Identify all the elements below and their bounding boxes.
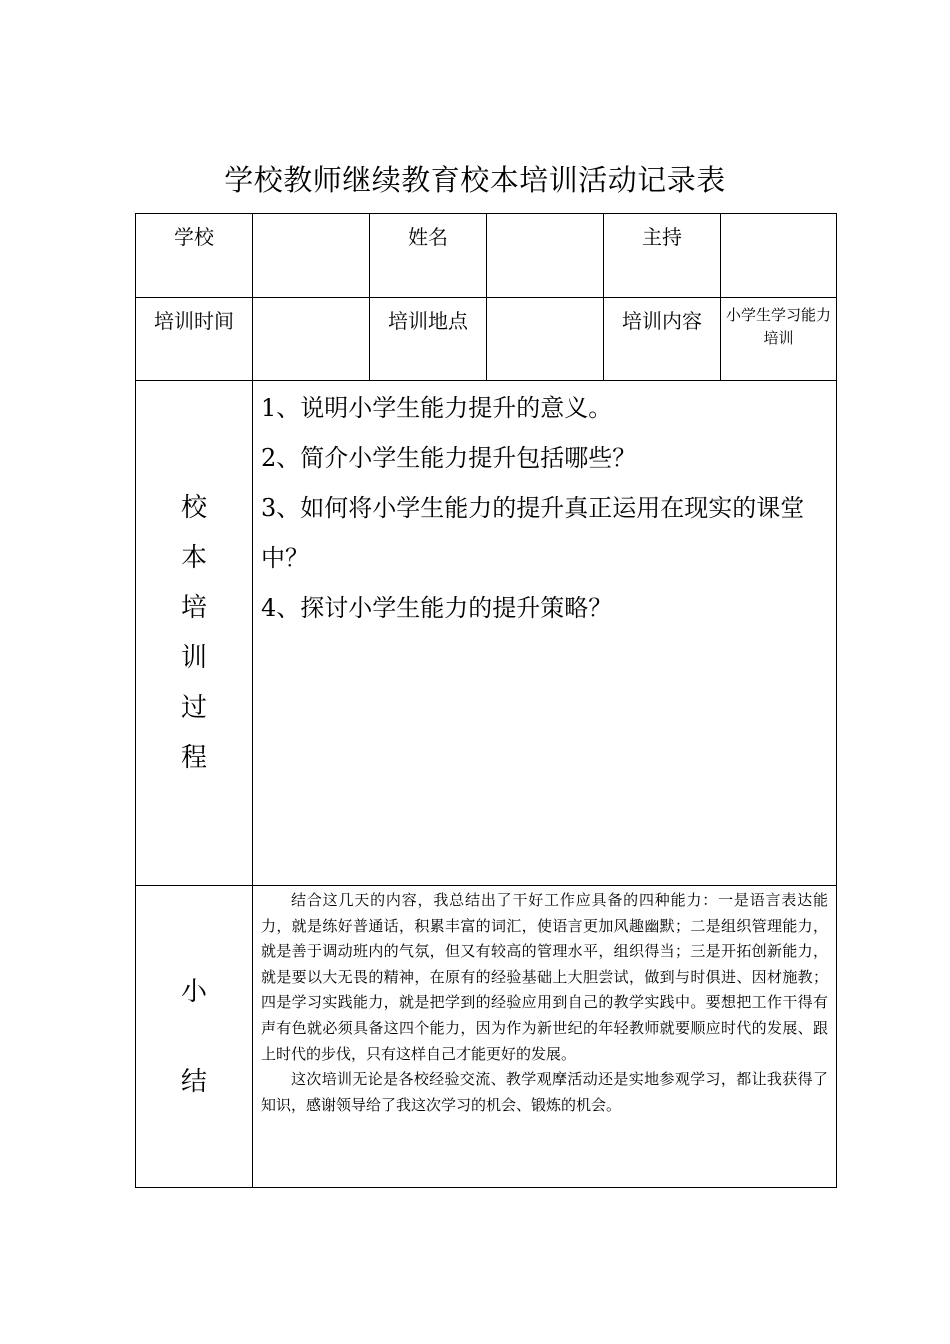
process-label-char: 训 — [180, 643, 207, 673]
process-label-char: 程 — [180, 743, 207, 773]
process-item: 2、简介小学生能力提升包括哪些？ — [261, 444, 637, 472]
process-label-char: 培 — [180, 593, 207, 623]
process-item: 1、说明小学生能力提升的意义。 — [261, 394, 613, 422]
training-content-value[interactable]: 小学生学习能力培训 — [721, 298, 837, 381]
process-content — [253, 381, 837, 886]
table-row-school — [136, 214, 837, 298]
host-label: 主持 — [604, 214, 721, 298]
process-label-char: 校 — [180, 493, 207, 523]
training-time-value[interactable] — [253, 298, 370, 381]
table-row-training-info — [136, 298, 837, 381]
process-label-char: 本 — [180, 543, 207, 573]
page-title: 学校教师继续教育校本培训活动记录表 — [224, 163, 726, 197]
training-place-value[interactable] — [487, 298, 604, 381]
training-time-label: 培训时间 — [136, 298, 253, 381]
process-label-char: 过 — [180, 693, 207, 723]
training-record-table — [135, 213, 837, 1188]
training-content-label: 培训内容 — [604, 298, 721, 381]
name-label: 姓名 — [370, 214, 487, 298]
summary-paragraph: 这次培训无论是各校经验交流、教学观摩活动还是实地参观学习，都让我获得了知识，感谢领导给了我这次学习的机会、锻炼的机会。 — [261, 1070, 828, 1114]
summary-label-char: 小 — [180, 976, 207, 1007]
summary-label — [136, 886, 253, 1188]
summary-paragraph: 结合这几天的内容，我总结出了干好工作应具备的四种能力：一是语言表达能力，就是练好普通话，积累丰富的词汇，使语言更加风趣幽默；二是组织管理能力，就是善于调动班内的气氛，但又有较高的管理水平，组织得当；三是开拓创新能力，就是要以大无畏的精神，在原有的经验基础上大胆尝试，做到与时俱进、因材施教；四是学习实践能力，就是把学到的经验应用到自己的教学实践中。要想把工作干得有声有色就必须具备这四个能力，因为作为新世纪的年轻教师就要顺应时代的发展、跟上时代的步伐，只有这样自己才能更好的发展。 — [261, 891, 828, 1063]
table-row-summary — [136, 886, 837, 1188]
summary-label-char: 结 — [180, 1066, 207, 1097]
table-row-process — [136, 381, 837, 886]
process-label — [136, 381, 253, 886]
name-value[interactable] — [487, 214, 604, 298]
process-item: 3、如何将小学生能力的提升真正运用在现实的课堂中？ — [261, 494, 805, 572]
school-label: 学校 — [136, 214, 253, 298]
training-place-label: 培训地点 — [370, 298, 487, 381]
process-item: 4、探讨小学生能力的提升策略？ — [261, 594, 613, 622]
host-value[interactable] — [721, 214, 837, 298]
summary-content — [253, 886, 837, 1188]
school-value[interactable] — [253, 214, 370, 298]
